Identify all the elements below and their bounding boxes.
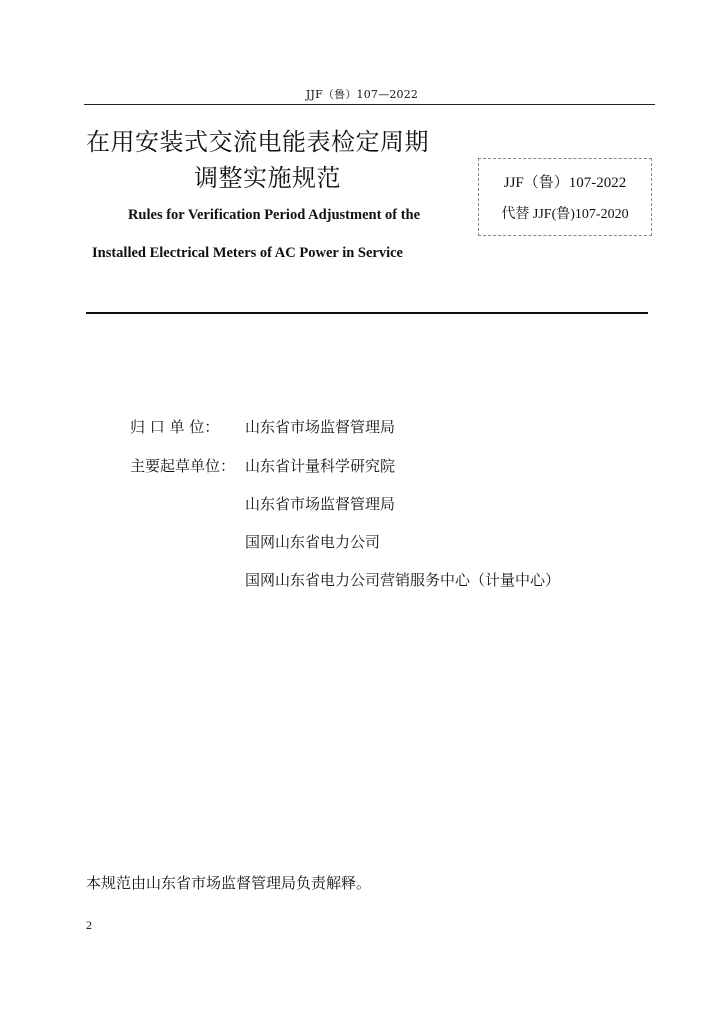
chinese-title — [86, 124, 466, 196]
responsible-unit-label: 归 口 单 位： — [130, 418, 220, 436]
drafting-unit-3: 国网山东省电力公司 — [245, 533, 381, 551]
chinese-title-line-2: 调整实施规范 — [194, 164, 341, 192]
interpretation-note: 本规范由山东省市场监督管理局负责解释。 — [86, 874, 372, 892]
drafting-unit-2: 山东省市场监督管理局 — [245, 495, 396, 513]
header-divider — [84, 104, 655, 105]
standard-code: JJF（鲁）107-2022 — [503, 175, 627, 191]
running-header-code: JJF（鲁）107—2022 — [305, 88, 419, 101]
drafting-unit-4: 国网山东省电力公司营销服务中心（计量中心） — [245, 571, 561, 589]
replaced-standard: 代替 JJF(鲁)107-2020 — [501, 207, 629, 222]
standard-number-box — [478, 158, 652, 236]
page-number: 2 — [86, 918, 92, 932]
english-title-line-2: Installed Electrical Meters of AC Power in Service — [92, 245, 403, 261]
drafting-unit-1: 山东省计量科学研究院 — [245, 457, 396, 475]
chinese-title-line-1: 在用安装式交流电能表检定周期 — [86, 128, 429, 156]
english-title-line-1: Rules for Verification Period Adjustment of the — [127, 207, 421, 223]
responsible-unit-value: 山东省市场监督管理局 — [245, 418, 396, 436]
title-divider — [86, 312, 648, 314]
drafting-unit-label: 主要起草单位： — [130, 457, 236, 475]
